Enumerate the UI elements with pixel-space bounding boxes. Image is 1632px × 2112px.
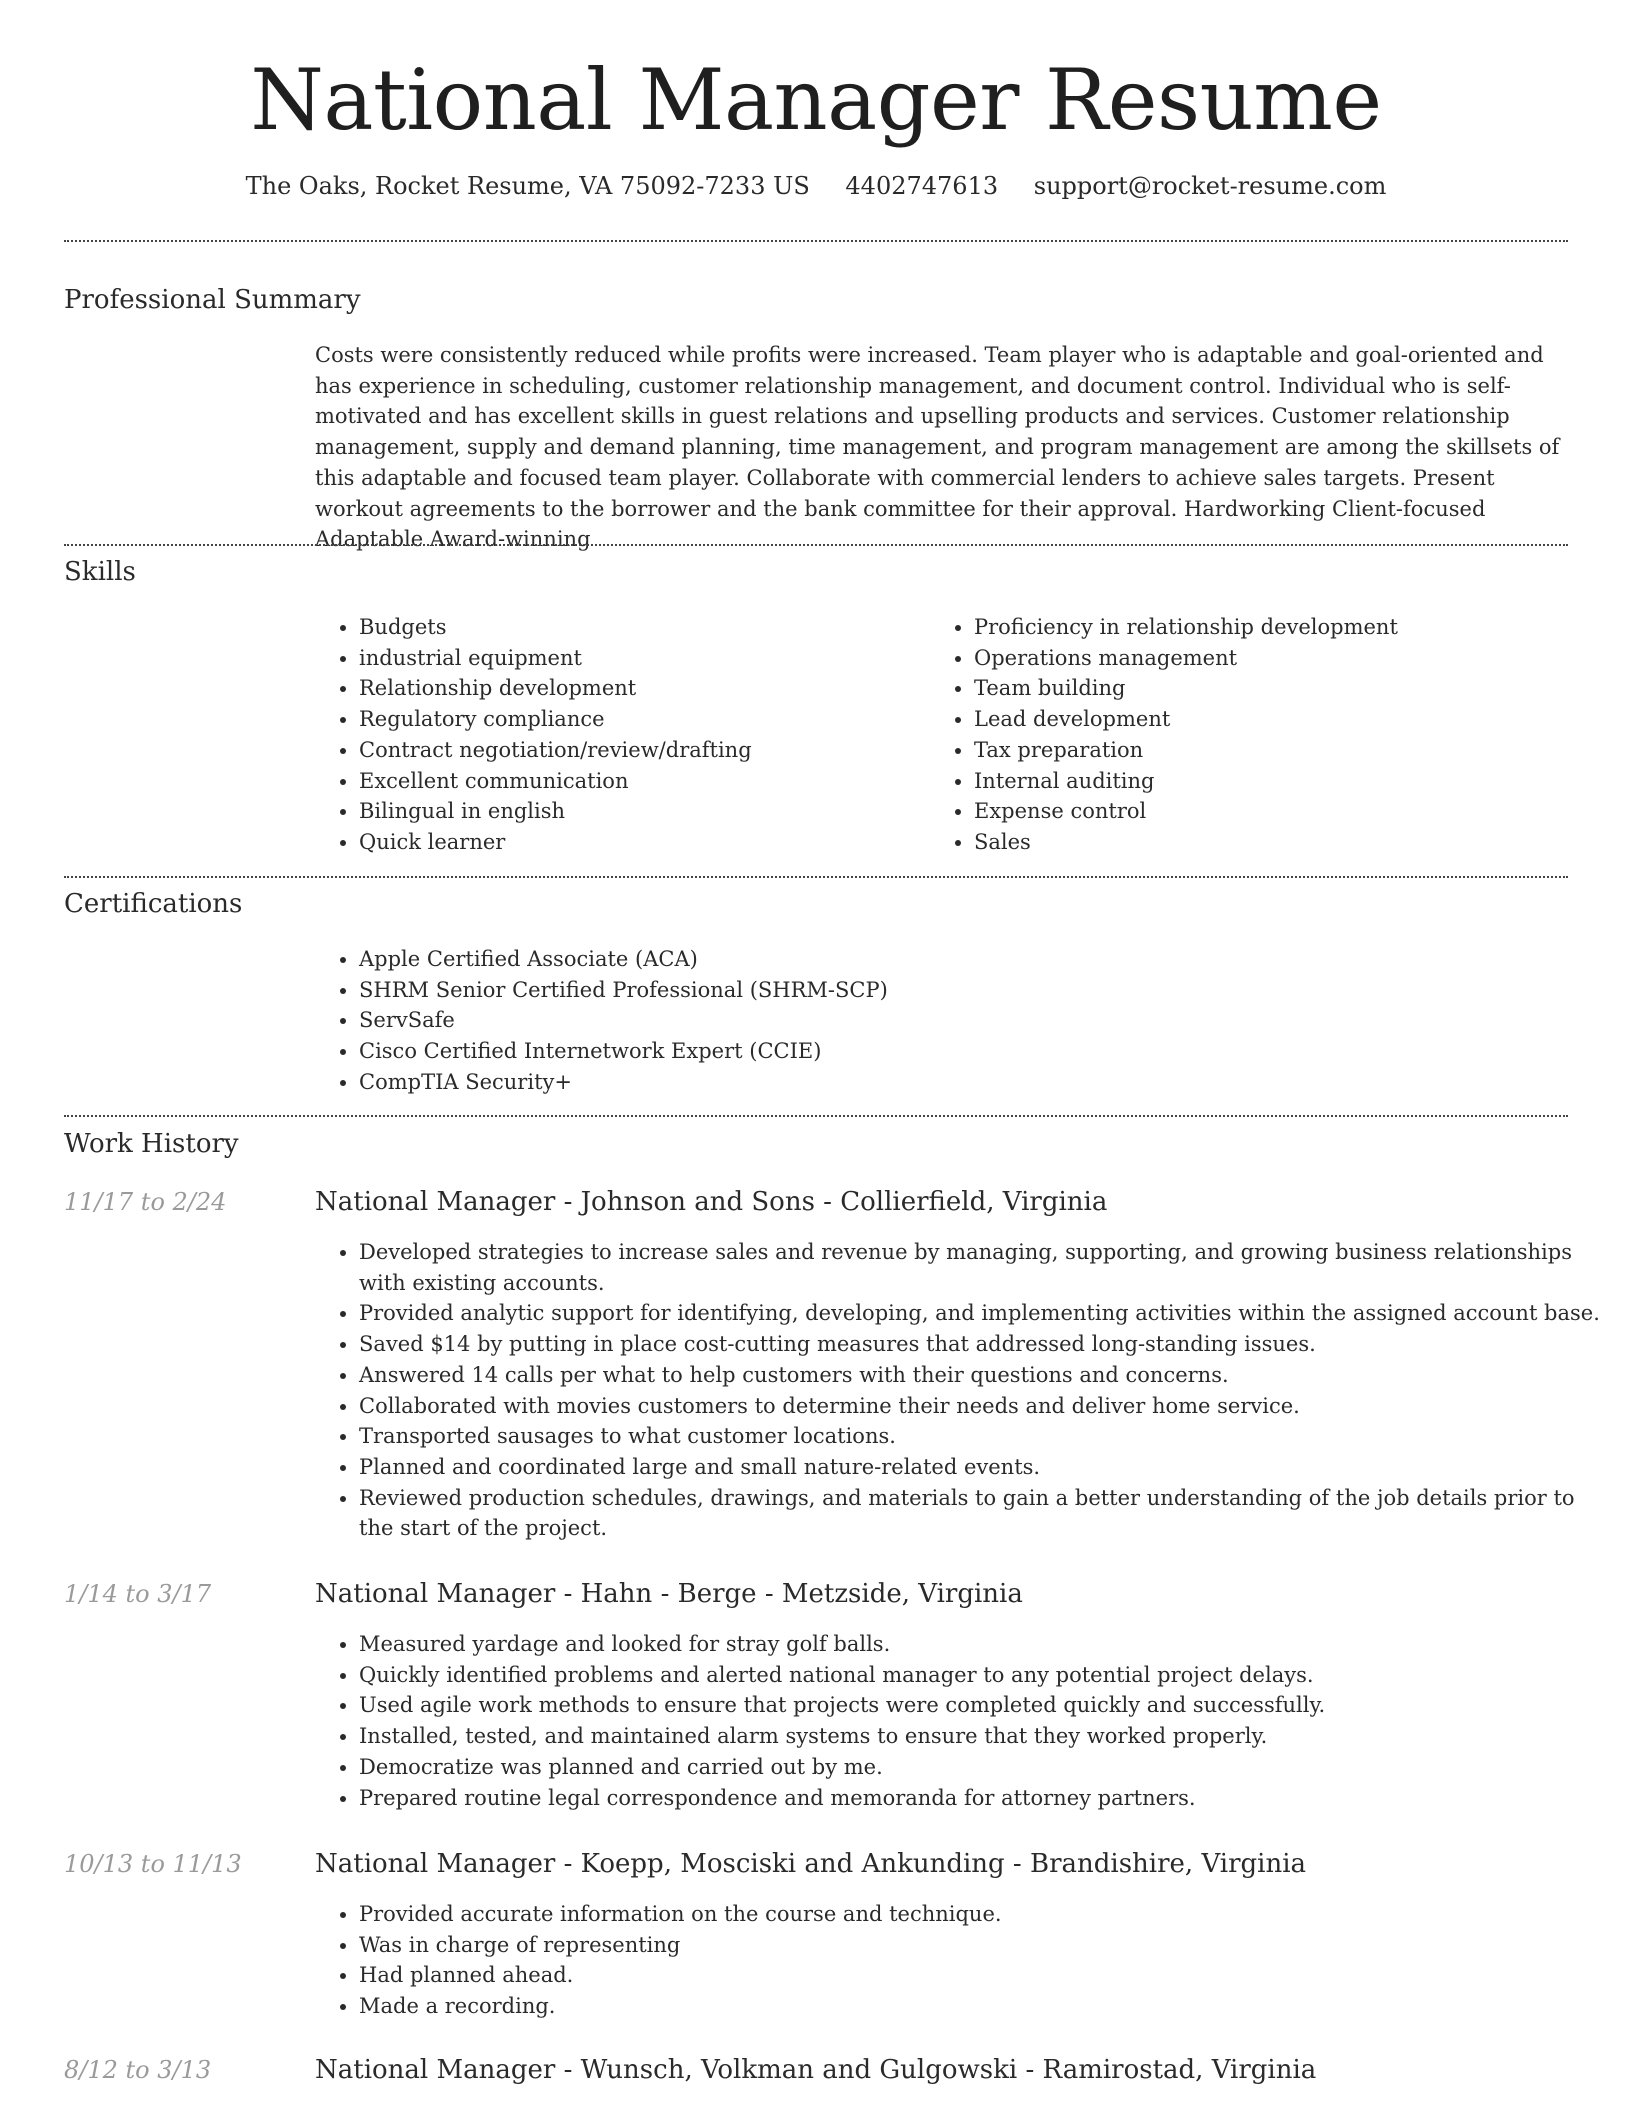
job-date: 11/17 to 2/24 — [64, 1188, 227, 1216]
job-bullet: • Provided analytic support for identifying, developing, and implementing activities within the assigned account base. — [359, 1298, 1612, 1329]
job-bullets — [315, 1237, 1612, 1544]
job-bullet: • Answered 14 calls per what to help customers with their questions and concerns. — [359, 1360, 1612, 1391]
job-bullet: • Prepared routine legal correspondence and memoranda for attorney partners. — [359, 1783, 1612, 1814]
skill-item: • Relationship development — [359, 673, 919, 704]
work-heading: Work History — [64, 1129, 239, 1159]
job-bullet: • Provided accurate information on the course and technique. — [359, 1899, 1612, 1930]
job-date: 10/13 to 11/13 — [64, 1850, 242, 1878]
skill-item: • Tax preparation — [974, 735, 1594, 766]
certification-item: • CompTIA Security+ — [359, 1067, 1559, 1098]
summary-heading: Professional Summary — [64, 285, 361, 315]
job-bullet: • Had planned ahead. — [359, 1960, 1612, 1991]
skill-item: • Proficiency in relationship development — [974, 612, 1594, 643]
skill-item: • Lead development — [974, 704, 1594, 735]
contact-phone: 4402747613 — [845, 172, 999, 200]
job-bullet: • Quickly identified problems and alerted national manager to any potential project delays. — [359, 1660, 1612, 1691]
certification-item: • Apple Certified Associate (ACA) — [359, 944, 1559, 975]
job-date: 8/12 to 3/13 — [64, 2056, 212, 2084]
skills-list-left — [315, 612, 919, 858]
divider — [64, 1115, 1568, 1117]
skill-item: • Contract negotiation/review/drafting — [359, 735, 919, 766]
contact-line — [0, 170, 1632, 202]
job-bullet: • Was in charge of representing — [359, 1930, 1612, 1961]
skill-item: • Regulatory compliance — [359, 704, 919, 735]
job-date: 1/14 to 3/17 — [64, 1580, 212, 1608]
skill-item: • Quick learner — [359, 827, 919, 858]
divider — [64, 240, 1568, 242]
job-bullet: • Used agile work methods to ensure that projects were completed quickly and successfully. — [359, 1690, 1612, 1721]
certifications-heading: Certifications — [64, 889, 243, 919]
job-bullets — [315, 1899, 1612, 2022]
job-title: National Manager - Johnson and Sons - Collierfield, Virginia — [315, 1187, 1108, 1217]
certifications-list — [315, 944, 1559, 1098]
job-bullet: • Transported sausages to what customer locations. — [359, 1421, 1612, 1452]
certification-item: • SHRM Senior Certified Professional (SHRM-SCP) — [359, 975, 1559, 1006]
skill-item: • Team building — [974, 673, 1594, 704]
contact-email: support@rocket-resume.com — [1033, 172, 1387, 200]
summary-text: Costs were consistently reduced while profits were increased. Team player who is adaptable and goal-oriented and has experience in scheduling, customer relationship management, and document control. Individual who is self-motivated and has excellent skills in guest relations and upselling products and services. Customer relationship management, supply and demand planning, time management, and program management are among the skillsets of this adaptable and focused team player. Collaborate with commercial lenders to achieve sales targets. Present workout agreements to the borrower and the bank committee for their approval. Hardworking Client-focused Adaptable Award-winning — [315, 343, 1560, 552]
skill-item: • Internal auditing — [974, 766, 1594, 797]
skill-item: • Excellent communication — [359, 766, 919, 797]
job-bullet: • Democratize was planned and carried out by me. — [359, 1752, 1612, 1783]
job-title: National Manager - Hahn - Berge - Metzside, Virginia — [315, 1579, 1023, 1609]
job-bullet: • Made a recording. — [359, 1991, 1612, 2022]
job-bullet: • Planned and coordinated large and small nature-related events. — [359, 1452, 1612, 1483]
skills-list-right — [930, 612, 1594, 858]
skill-item: • Bilingual in english — [359, 796, 919, 827]
contact-address: The Oaks, Rocket Resume, VA 75092-7233 US — [245, 172, 810, 200]
job-bullet: • Developed strategies to increase sales and revenue by managing, supporting, and growing business relationships with existing accounts. — [359, 1237, 1612, 1298]
job-title: National Manager - Koepp, Mosciski and Ankunding - Brandishire, Virginia — [315, 1849, 1307, 1879]
resume-title: National Manager Resume — [250, 51, 1382, 149]
job-bullets — [315, 1629, 1612, 1813]
certification-item: • Cisco Certified Internetwork Expert (CCIE) — [359, 1036, 1559, 1067]
skill-item: • Sales — [974, 827, 1594, 858]
divider — [64, 544, 1568, 546]
skills-heading: Skills — [64, 557, 136, 587]
skill-item: • Operations management — [974, 643, 1594, 674]
certification-item: • ServSafe — [359, 1005, 1559, 1036]
skill-item: • industrial equipment — [359, 643, 919, 674]
job-bullet: • Measured yardage and looked for stray golf balls. — [359, 1629, 1612, 1660]
job-title: National Manager - Wunsch, Volkman and Gulgowski - Ramirostad, Virginia — [315, 2055, 1317, 2085]
skill-item: • Budgets — [359, 612, 919, 643]
job-bullet: • Installed, tested, and maintained alarm systems to ensure that they worked properly. — [359, 1721, 1612, 1752]
skill-item: • Expense control — [974, 796, 1594, 827]
job-bullet: • Reviewed production schedules, drawings, and materials to gain a better understanding of the job details prior to the start of the project. — [359, 1483, 1612, 1544]
divider — [64, 876, 1568, 878]
job-bullet: • Collaborated with movies customers to determine their needs and deliver home service. — [359, 1391, 1612, 1422]
job-bullet: • Saved $14 by putting in place cost-cutting measures that addressed long-standing issues. — [359, 1329, 1612, 1360]
